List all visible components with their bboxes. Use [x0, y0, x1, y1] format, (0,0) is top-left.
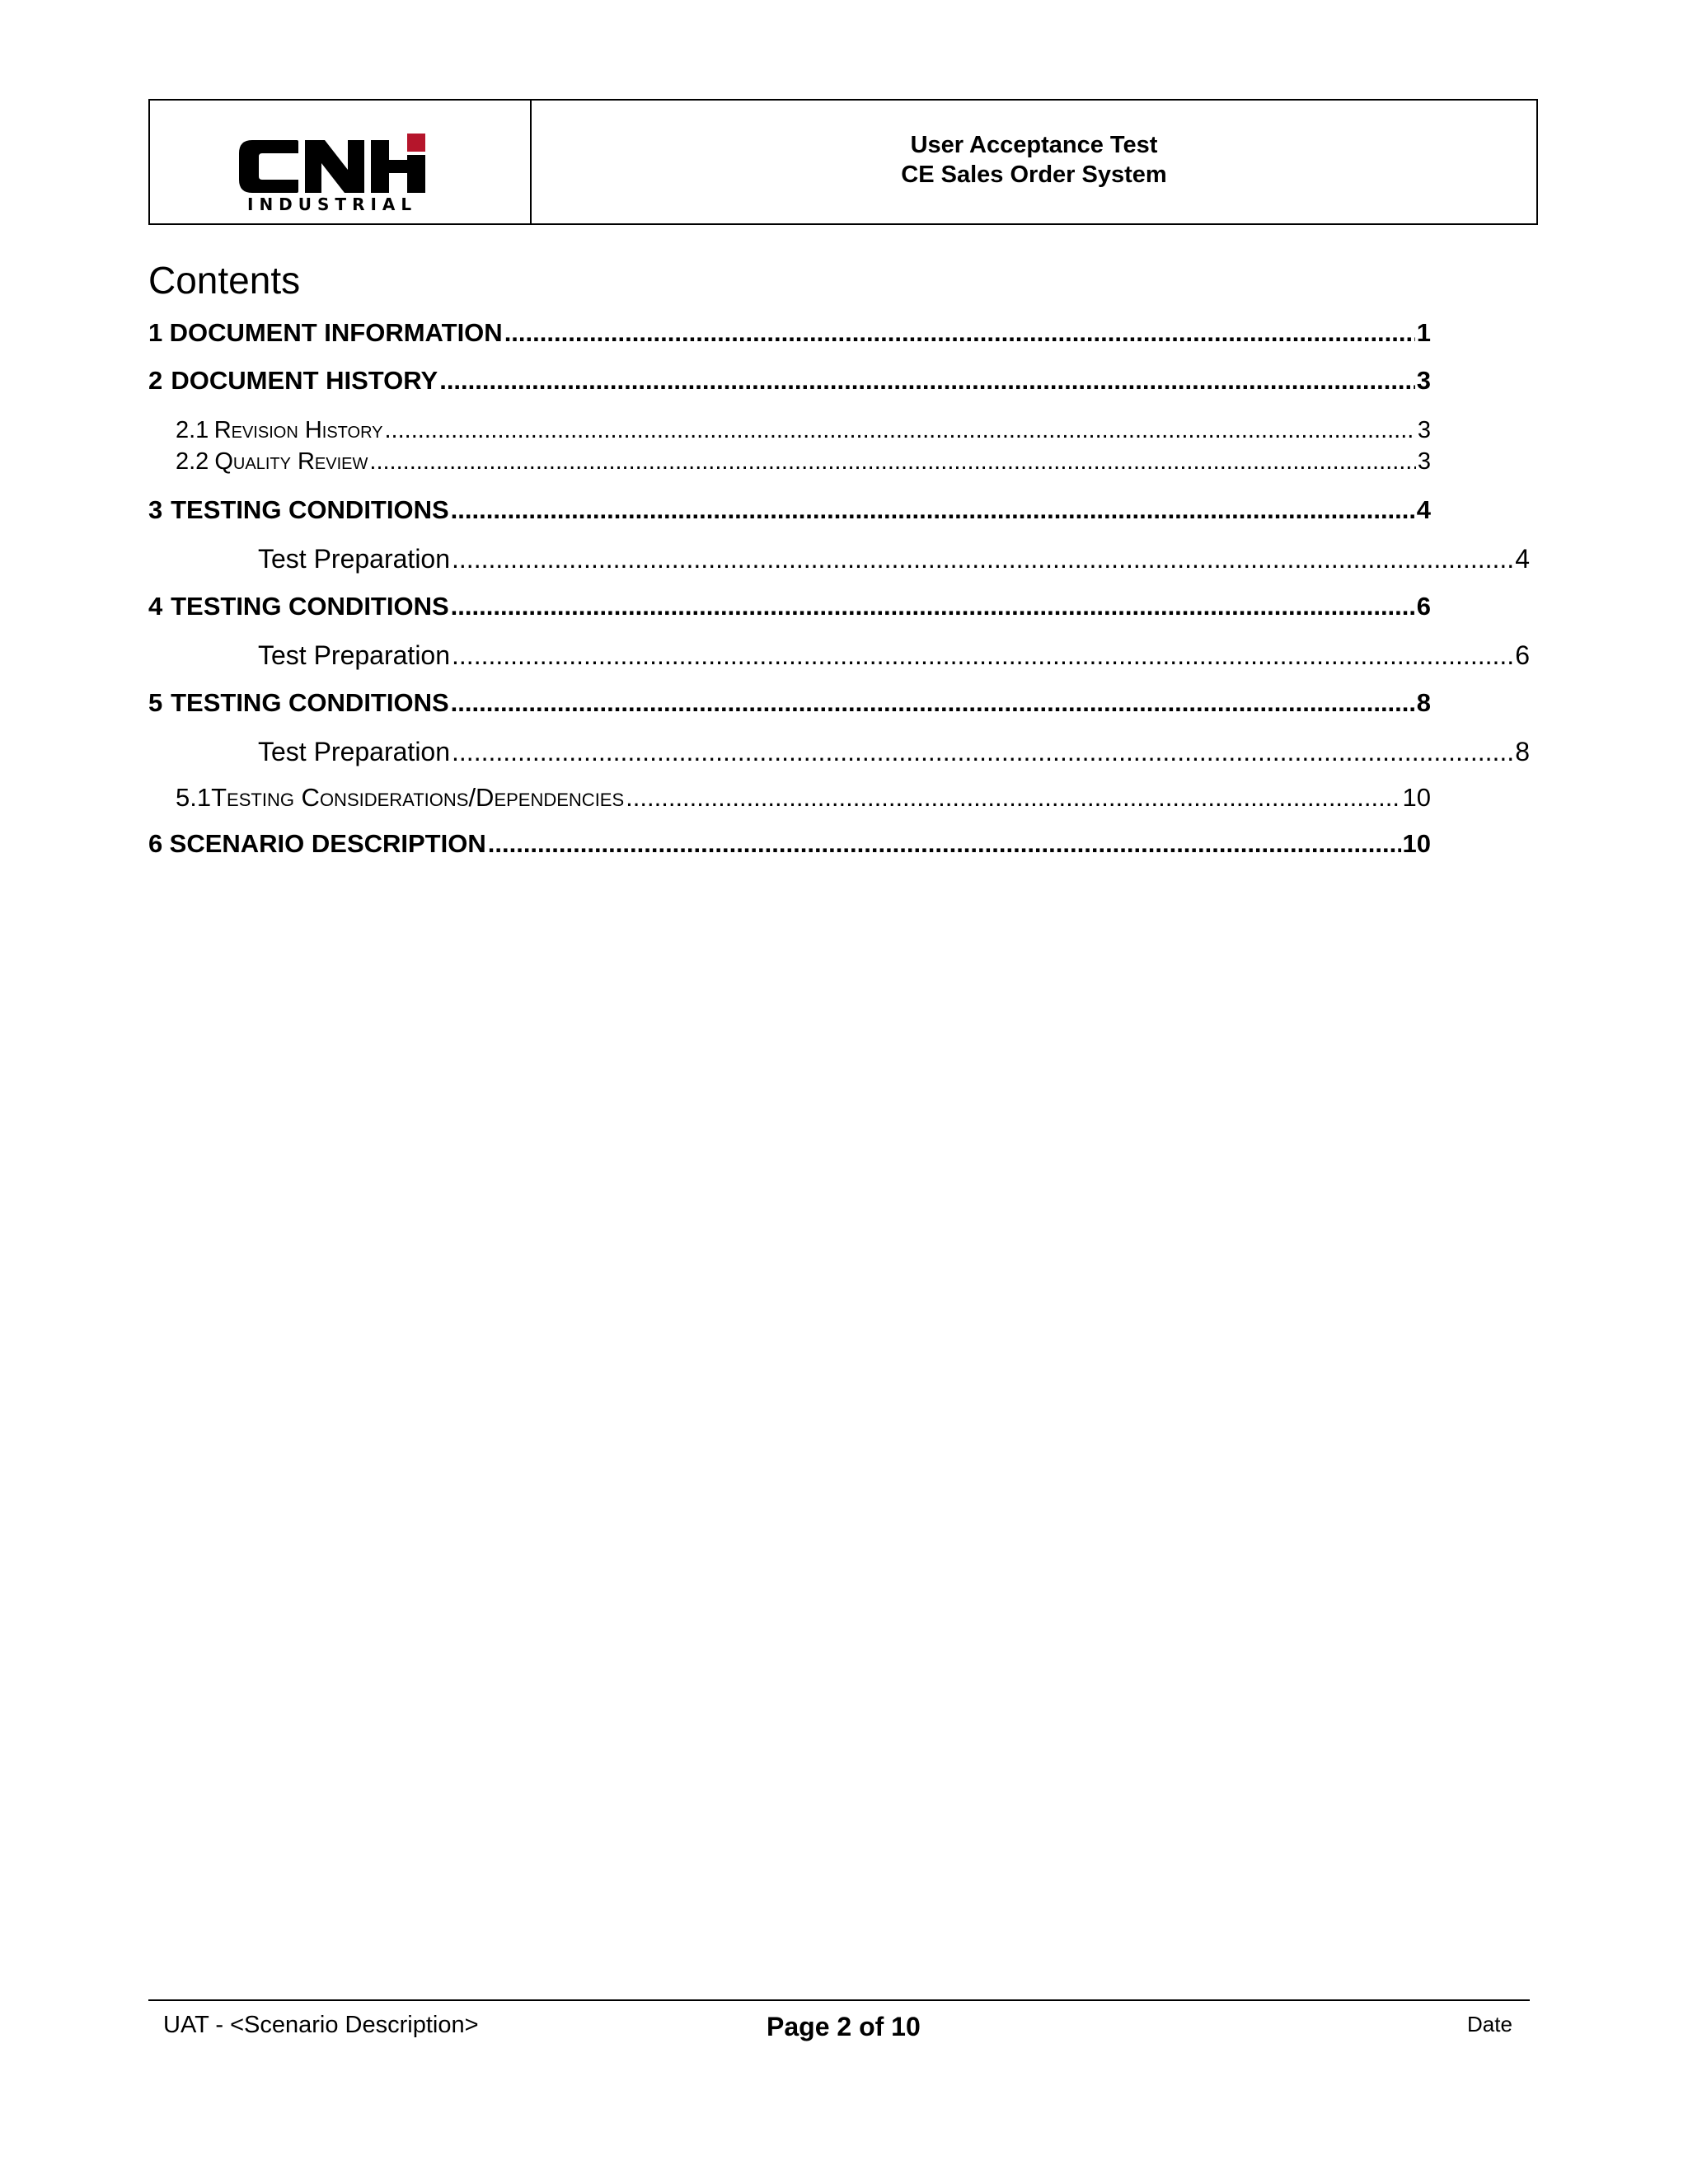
toc-title: Quality Review — [214, 448, 368, 475]
toc-title: Test Preparation — [258, 640, 451, 670]
toc-leader — [385, 416, 1416, 444]
toc-leader — [452, 542, 1513, 575]
footer-document-label: UAT - <Scenario Description> — [163, 2012, 479, 2038]
toc-number: 2.1 — [176, 417, 209, 443]
toc-page: 6 — [1515, 640, 1530, 670]
toc-leader — [451, 687, 1415, 719]
toc-page: 10 — [1402, 829, 1431, 858]
toc-title: Testing Considerations/Dependencies — [211, 783, 625, 812]
toc-entry-test-preparation-4[interactable] — [258, 639, 1530, 672]
toc-entry-testing-conditions-4[interactable] — [148, 591, 1431, 622]
toc-number: 2 — [148, 366, 163, 395]
toc-page: 3 — [1417, 417, 1431, 443]
toc-page: 8 — [1515, 737, 1530, 766]
toc-title: TESTING CONDITIONS — [171, 592, 449, 621]
toc-entry-test-preparation-3[interactable] — [258, 542, 1530, 575]
toc-leader — [488, 828, 1401, 860]
logo-subtext: INDUSTRIAL — [247, 194, 418, 214]
footer-divider — [148, 1999, 1530, 2001]
toc-title: TESTING CONDITIONS — [171, 688, 449, 717]
toc-page: 8 — [1416, 688, 1431, 717]
toc-title: Test Preparation — [258, 544, 451, 574]
toc-entry-revision-history[interactable] — [176, 416, 1431, 444]
logo-red-square — [407, 134, 425, 152]
toc-entry-testing-conditions-5[interactable] — [148, 687, 1431, 719]
footer-date: Date — [1467, 2012, 1512, 2036]
toc-page: 3 — [1417, 448, 1431, 475]
toc-entry-testing-considerations[interactable] — [176, 783, 1431, 813]
toc-title: Revision History — [213, 417, 383, 443]
logo-cell — [150, 101, 532, 223]
toc-entry-document-history[interactable] — [148, 365, 1431, 396]
toc-leader — [451, 494, 1415, 526]
toc-page: 10 — [1402, 783, 1431, 812]
toc-title: SCENARIO DESCRIPTION — [169, 829, 486, 858]
contents-heading: Contents — [148, 259, 301, 302]
toc-leader — [369, 448, 1415, 476]
toc-title: Test Preparation — [258, 737, 451, 766]
toc-leader — [452, 639, 1513, 672]
document-header — [148, 99, 1538, 225]
toc-entry-document-information[interactable] — [148, 317, 1431, 349]
toc-number: 5.1 — [176, 783, 212, 812]
toc-entry-scenario-description[interactable] — [148, 828, 1431, 860]
footer-page-number: Page 2 of 10 — [767, 2012, 921, 2041]
toc-entry-quality-review[interactable] — [176, 448, 1431, 476]
header-title-cell — [532, 101, 1536, 223]
toc-page: 4 — [1515, 544, 1530, 574]
cnh-industrial-logo — [232, 115, 447, 214]
toc-title: DOCUMENT INFORMATION — [169, 318, 503, 347]
toc-number: 4 — [148, 592, 163, 621]
toc-number: 5 — [148, 688, 163, 717]
toc-title: TESTING CONDITIONS — [171, 495, 449, 524]
toc-leader — [452, 735, 1513, 768]
toc-entry-test-preparation-5[interactable] — [258, 735, 1530, 768]
toc-page: 4 — [1416, 495, 1431, 524]
toc-page: 6 — [1416, 592, 1431, 621]
toc-entry-testing-conditions-3[interactable] — [148, 494, 1431, 526]
toc-leader — [504, 317, 1415, 349]
toc-leader — [451, 591, 1415, 622]
toc-page: 1 — [1416, 318, 1431, 347]
toc-number: 2.2 — [176, 448, 209, 475]
toc-leader — [626, 783, 1400, 813]
toc-number: 3 — [148, 495, 163, 524]
toc-page: 3 — [1416, 366, 1431, 395]
toc-number: 1 — [148, 318, 163, 347]
header-title-line1: User Acceptance Test — [910, 131, 1158, 158]
header-title-line2: CE Sales Order System — [901, 161, 1167, 188]
toc-title: DOCUMENT HISTORY — [171, 366, 438, 395]
toc-leader — [439, 365, 1415, 396]
toc-number: 6 — [148, 829, 163, 858]
